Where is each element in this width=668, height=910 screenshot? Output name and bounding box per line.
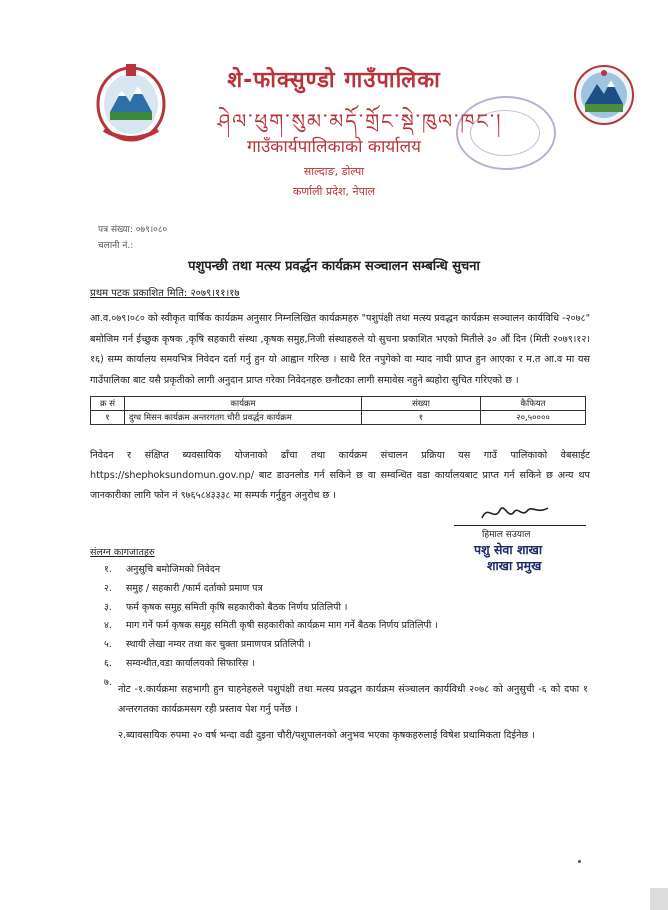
list-item: ७. (104, 676, 112, 688)
note-1: नोट -१.कार्यक्रमा सहभागी हुन चाहनेहरुले पशुपंक्षी तथा मत्स्य प्रवद्धन कार्यक्रम संञ्चालन कार्यविधी २०७८ को अनुसुची -६ को दफा १ अन्तरगतका कार्यक्रमसग रही प्रस्ताव पेश गर्नु पर्नेछ । (118, 684, 588, 715)
table-header-row (91, 397, 586, 411)
cell-program: दुग्ध मिसन कार्यक्रम अन्तरगतग चौरी प्रवर्द्धन कार्यक्रम (125, 411, 362, 425)
address-line-2: कर्णाली प्रदेश, नेपाल (292, 185, 376, 198)
list-item: ६. सम्वन्धीत,वडा कार्यालयको सिफारिस । (104, 657, 255, 669)
dispatch-number: चलानी नं.: (98, 241, 134, 251)
notice-paragraph-1: आ.व.०७९।०८० को स्वीकृत वार्षिक कार्यक्रम अनुसार निम्नलिखित कार्यक्रमहरु "पशुपंक्षी तथा मत्स्य प्रवद्धन कार्यक्रम सञ्चालन कार्यविधि -२०७८" बमोजिम गर्न ईच्छुक कृषक ,कृषि सहकारी संस्था ,कृषक समुह,निजी संस्थाहरुले यो सुचना प्रकाशित भएको मितीले ३० औं दिन (मिती २०७९।१२।१६) सम्म कार्यालय समयभित्र निवेदन दर्ता गर्नु हुन यो आह्वान गरिन्छ । साथै रित नपुगेको वा म्याद नाघी प्राप्त हुन आएका र म.त आ.व मा यस गाउँपालिका बाट यसै प्रकृतीको लागी अनुदान प्राप्त गरेका निवेदनहरु छनौटका लागी समावेस नहुने ब्यहोरा सुचित गरिएको छ । (90, 313, 590, 386)
col-header-sn: क्र सं (91, 397, 125, 411)
table-row (91, 411, 586, 425)
address-line-1: साल्दाङ, डोल्पा (303, 165, 365, 178)
cell-sn: १ (91, 411, 125, 425)
list-item: ५. स्थायी लेखा नम्वर तथा कर चुक्ता प्रमाणपत्र प्रतिलिपी । (104, 639, 311, 651)
col-header-remarks: कैफियत (481, 397, 586, 411)
list-item: १. अनुसुचि बमोजिमको निवेदन (104, 564, 221, 575)
designation-stamp-line-2: शाखा प्रमुख (487, 558, 542, 573)
enclosures-list (104, 561, 438, 693)
signature-scrawl-icon (480, 500, 550, 524)
first-publication-date: प्रथम पटक प्रकाशित मिति: २०७९।११।१७ (90, 288, 240, 299)
list-item: २. समुह / सहकारी /फार्म दर्ताको प्रमाण पत्र (104, 582, 263, 594)
letter-number: पत्र संख्या: ०७९।०८० (98, 225, 168, 235)
notice-subject: पशुपन्छी तथा मत्स्य प्रवर्द्धन कार्यक्रम सञ्चालन सम्बन्धि सुचना (188, 259, 480, 274)
program-table (90, 396, 586, 425)
org-name-tibetan: ཤེལ་ཕུག་སུམ་མདོ་གྲོང་སྡེ་ཁུལ་ཁང་། (217, 109, 503, 133)
list-item: ४. माग गर्ने फर्म कृषक समुह समिती कृषी सहकारीको कार्यक्रम माग गर्ने बैठक निर्णय प्रतिलिपी । (104, 620, 438, 632)
note-2: २.ब्यावसायिक रुपमा २० वर्ष भन्दा वढी दुइना चौरी/पशुपालनको अनुभव भएका कृषकहरुलाई विषेश प्रथामिकता दिईनेछ । (118, 730, 535, 741)
list-item: ३. फर्म कृषक समुह समिती कृषि सहकारीको बैठक निर्णय प्रतिलिपी । (104, 601, 348, 613)
official-stamp-inner (470, 110, 540, 156)
page-corner (650, 888, 668, 910)
notice-paragraph-2: निवेदन र संक्षिप्त ब्यवसायिक योजनाको ढाँचा तथा कार्यक्रम संचालन प्रक्रिया यस गाउँ पालिकाको वेबसाईट https://shephoksundomun.gov.np/ बाट डाउनलोड गर्न सकिने छ वा सम्वन्धित वडा कार्यालयबाट प्राप्त गर्न सकिने छ अन्य थप जानकारीका लागि फोन नं ९७६५८४३३३८ मा सम्पर्क गर्नुहुन अनुरोध छ । (90, 450, 590, 501)
ink-dot (578, 860, 581, 863)
designation-stamp-line-1: पशु सेवा शाखा (474, 542, 543, 557)
col-header-quantity: संख्या (362, 397, 481, 411)
office-name: गाउँकार्यपालिकाको कार्यालय (246, 137, 422, 157)
org-name: शे-फोक्सुण्डो गाउँपालिका (227, 68, 441, 93)
enclosures-title: संलग्न कागजातहरु (90, 547, 155, 558)
col-header-program: कार्यक्रम (125, 397, 362, 411)
cell-quantity: १ (362, 411, 481, 425)
signatory-name: हिमाल सउयाल (482, 530, 531, 540)
signature-line (454, 525, 586, 526)
cell-remarks: २०,५०००० (481, 411, 586, 425)
